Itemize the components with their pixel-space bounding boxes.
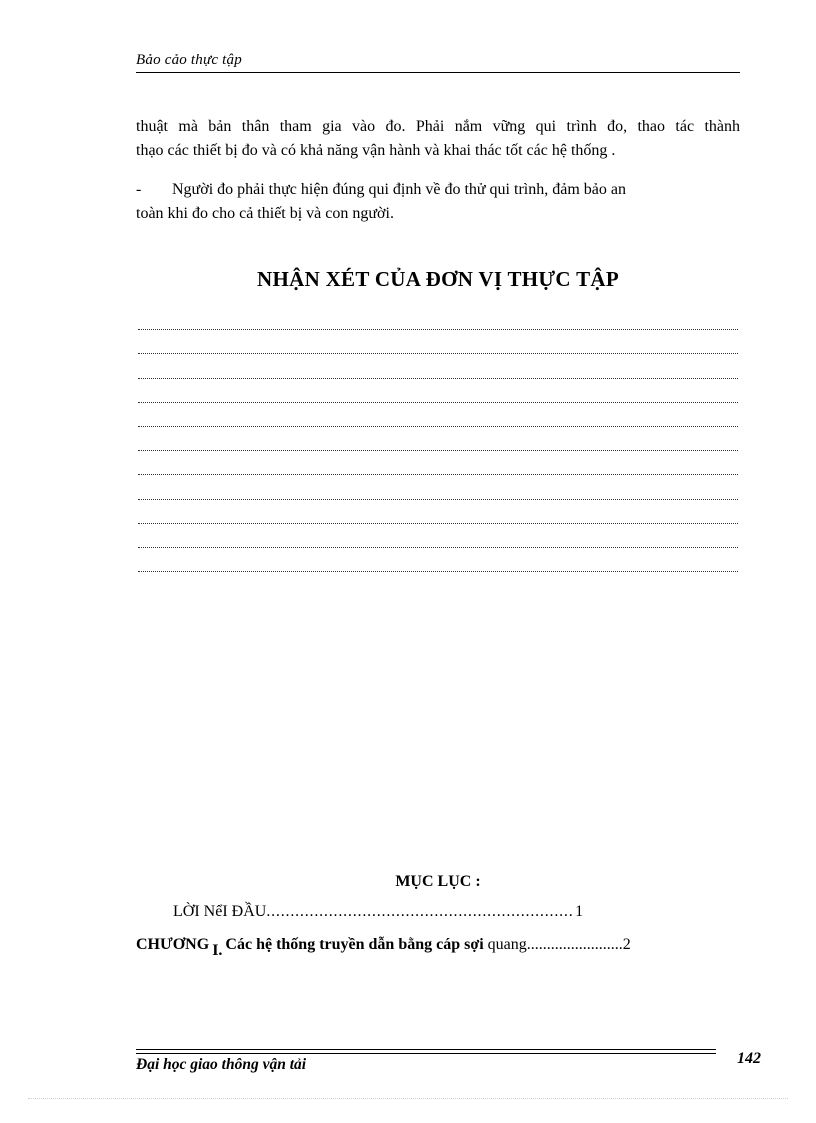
toc-item-2-bold: Các hệ thống truyền dẫn bằng cáp sợi [225,936,484,953]
toc-item-2[interactable] [136,936,631,959]
comment-line [138,330,738,354]
page-bottom-border [28,1098,788,1099]
comment-line [138,475,738,499]
body-line-3: Người đo phải thực hiện đúng qui định về đo thử qui trình, đảm bảo an [172,181,626,198]
toc-item-2-prefix: CHƯƠNG [136,936,210,953]
toc-item-1-page: 1 [575,903,584,920]
comment-lines [138,306,738,572]
toc-item-1[interactable] [173,903,583,921]
body-bullet [136,178,740,226]
toc-item-2-sub: I. [212,942,223,959]
bullet-line [136,178,740,202]
body-line-2: thạo các thiết bị đo và có khả năng vận hành và khai thác tốt các hệ thống . [136,142,616,159]
comment-line [138,403,738,427]
bullet-marker: - [136,181,142,198]
footer-rule-thin [136,1053,716,1054]
toc-item-1-text: LỜI NểI ĐẦU [173,903,267,920]
page-header [136,50,740,73]
comment-line [138,354,738,378]
footer-rule [136,1049,716,1050]
page-number: 142 [737,1050,761,1067]
comment-line [138,306,738,330]
comment-line [138,524,738,548]
comment-line [138,427,738,451]
toc-item-2-rest: quang [487,936,527,953]
toc-item-1-dots: . . . . . . . . . . . . . . . . . . . . . . . . . . . . . . . . . . . . . . . . . . . . . . . . . . . . . . . . . . . . . . . . [266,903,572,920]
comment-line [138,379,738,403]
toc-item-2-dots: ........................ [526,936,623,953]
section-title: NHẬN XÉT CỦA ĐƠN VỊ THỰC TẬP [257,267,619,291]
footer-university: Đại học giao thông vận tải [136,1056,307,1073]
body-line-4: toàn khi đo cho cả thiết bị và con người. [136,205,394,222]
header-title: Bảo cảo thực tập [136,52,242,68]
toc-item-2-page: 2 [622,936,631,953]
comment-line [138,451,738,475]
body-line-1: thuật mà bản thân tham gia vào đo. Phải nắm vững qui trình đo, thao tác thành [136,118,740,135]
comment-line [138,500,738,524]
body-paragraph [136,115,740,163]
toc-title: MỤC LỤC : [395,873,481,890]
comment-line [138,548,738,572]
